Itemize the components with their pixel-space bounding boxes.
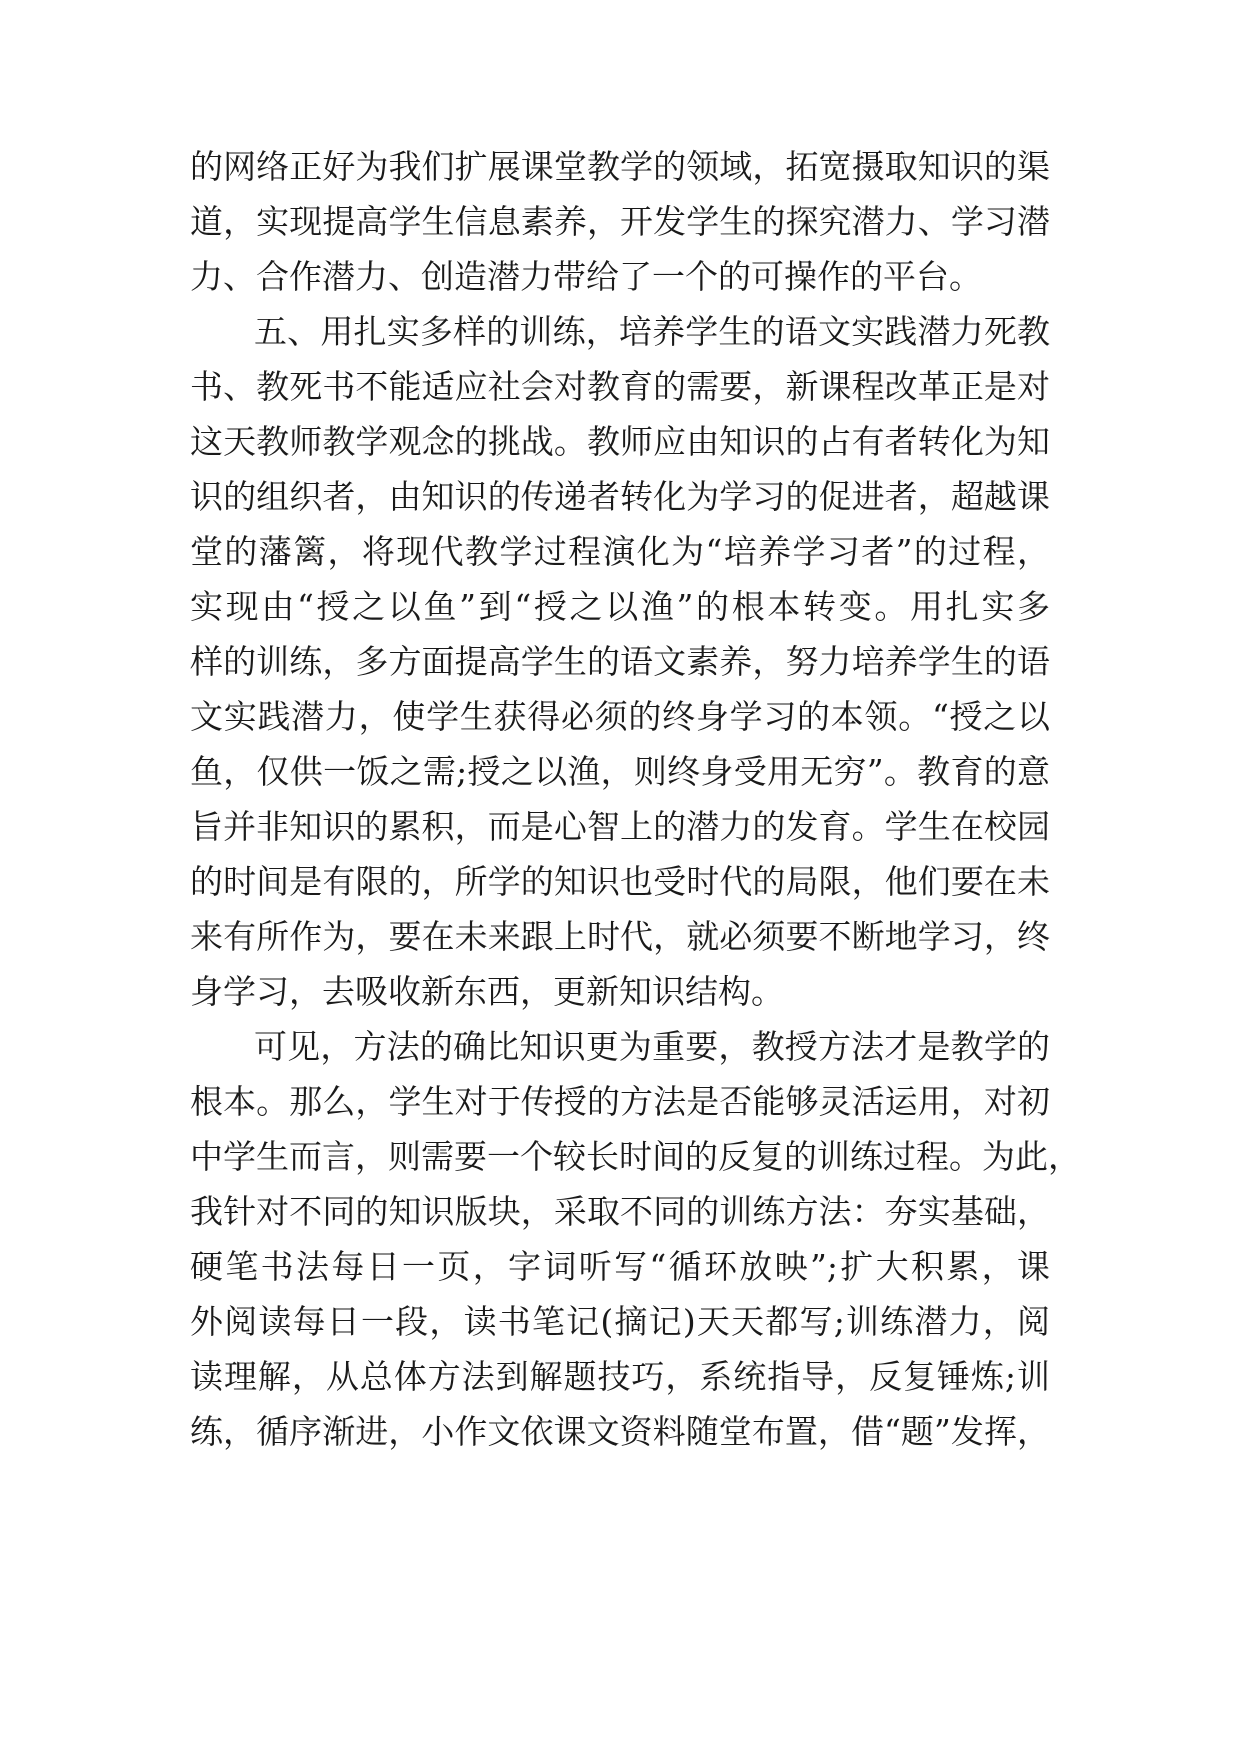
text-line: 识的组织者，由知识的传递者转化为学习的促进者，超越课 [190,477,1050,516]
text-line: 的时间是有限的，所学的知识也受时代的局限，他们要在未 [190,862,1050,901]
paragraph-start-line: 可见，方法的确比知识更为重要，教授方法才是教学的 [254,1027,1050,1066]
text-line: 样的训练，多方面提高学生的语文素养，努力培养学生的语 [190,642,1050,681]
text-line: 堂的藩篱，将现代教学过程演化为“培养学习者”的过程， [190,532,1050,571]
text-line: 鱼，仅供一饭之需;授之以渔，则终身受用无穷”。教育的意 [190,752,1050,791]
text-line: 读理解，从总体方法到解题技巧，系统指导，反复锤炼;训 [190,1357,1050,1396]
text-line: 书、教死书不能适应社会对教育的需要，新课程改革正是对 [190,367,1050,406]
text-line: 根本。那么，学生对于传授的方法是否能够灵活运用，对初 [190,1082,1050,1121]
text-line: 练，循序渐进，小作文依课文资料随堂布置，借“题”发挥， [190,1412,1050,1451]
text-line: 外阅读每日一段，读书笔记(摘记)天天都写;训练潜力，阅 [190,1302,1050,1341]
text-line: 力、合作潜力、创造潜力带给了一个的可操作的平台。 [190,257,982,296]
paragraph-start-line: 五、用扎实多样的训练，培养学生的语文实践潜力死教 [254,312,1050,351]
text-line: 硬笔书法每日一页，字词听写“循环放映”;扩大积累，课 [190,1247,1050,1286]
text-line: 我针对不同的知识版块，采取不同的训练方法：夯实基础， [190,1192,1050,1231]
text-line: 道，实现提高学生信息素养，开发学生的探究潜力、学习潜 [190,202,1050,241]
text-line: 中学生而言，则需要一个较长时间的反复的训练过程。为此， [190,1137,1081,1176]
text-line: 的网络正好为我们扩展课堂教学的领域，拓宽摄取知识的渠 [190,147,1050,186]
text-line: 旨并非知识的累积，而是心智上的潜力的发育。学生在校园 [190,807,1050,846]
text-line: 实现由“授之以鱼”到“授之以渔”的根本转变。用扎实多 [190,587,1050,626]
text-line: 这天教师教学观念的挑战。教师应由知识的占有者转化为知 [190,422,1050,461]
text-line: 身学习，去吸收新东西，更新知识结构。 [190,972,784,1011]
text-line: 文实践潜力，使学生获得必须的终身学习的本领。“授之以 [190,697,1050,736]
text-line: 来有所作为，要在未来跟上时代，就必须要不断地学习，终 [190,917,1050,956]
